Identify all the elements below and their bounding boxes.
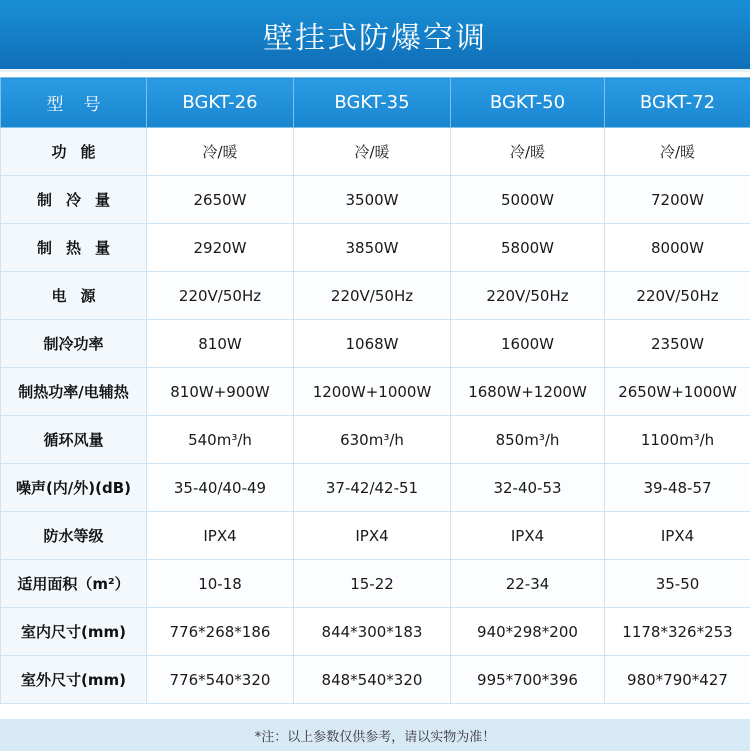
table-row	[1, 512, 750, 560]
table-cell: IPX4	[147, 512, 294, 560]
table-row	[1, 656, 750, 704]
table-cell: 3500W	[294, 176, 451, 224]
table-cell: 2650W+1000W	[605, 368, 750, 416]
table-cell: 1200W+1000W	[294, 368, 451, 416]
row-label: 防水等级	[1, 512, 147, 560]
row-label: 制冷功率	[1, 320, 147, 368]
table-cell: 3850W	[294, 224, 451, 272]
table-cell: 7200W	[605, 176, 750, 224]
table-cell: 2350W	[605, 320, 750, 368]
table-cell: 8000W	[605, 224, 750, 272]
table-cell: 220V/50Hz	[605, 272, 750, 320]
row-label: 制冷量	[1, 176, 147, 224]
table-cell: 810W+900W	[147, 368, 294, 416]
table-cell: 冷/暖	[451, 128, 605, 176]
table-row	[1, 272, 750, 320]
table-cell: 995*700*396	[451, 656, 605, 704]
table-row	[1, 368, 750, 416]
table-cell: 844*300*183	[294, 608, 451, 656]
table-cell: 冷/暖	[147, 128, 294, 176]
table-cell: 850m³/h	[451, 416, 605, 464]
table-cell: 22-34	[451, 560, 605, 608]
table-cell: 2920W	[147, 224, 294, 272]
model-header: BGKT-26	[147, 78, 294, 128]
table-cell: 1178*326*253	[605, 608, 750, 656]
table-row	[1, 176, 750, 224]
header-label: 型号	[1, 78, 147, 128]
table-cell: 32-40-53	[451, 464, 605, 512]
table-row	[1, 320, 750, 368]
header-row	[1, 78, 750, 128]
model-header: BGKT-72	[605, 78, 750, 128]
table-cell: IPX4	[451, 512, 605, 560]
table-cell: 980*790*427	[605, 656, 750, 704]
spec-table	[0, 77, 750, 704]
table-cell: 1680W+1200W	[451, 368, 605, 416]
table-cell: 220V/50Hz	[294, 272, 451, 320]
table-cell: 776*540*320	[147, 656, 294, 704]
row-label: 制热量	[1, 224, 147, 272]
table-cell: 848*540*320	[294, 656, 451, 704]
table-row	[1, 560, 750, 608]
row-label: 室内尺寸(mm)	[1, 608, 147, 656]
table-cell: IPX4	[294, 512, 451, 560]
spec-body	[1, 128, 750, 704]
table-cell: 5800W	[451, 224, 605, 272]
table-cell: 1600W	[451, 320, 605, 368]
table-cell: 220V/50Hz	[147, 272, 294, 320]
table-cell: 940*298*200	[451, 608, 605, 656]
table-row	[1, 128, 750, 176]
row-label: 循环风量	[1, 416, 147, 464]
table-cell: 776*268*186	[147, 608, 294, 656]
table-cell: 1100m³/h	[605, 416, 750, 464]
table-cell: 220V/50Hz	[451, 272, 605, 320]
footer-text: *注：以上参数仅供参考，请以实物为准！	[254, 729, 496, 745]
table-cell: 35-50	[605, 560, 750, 608]
table-cell: 冷/暖	[605, 128, 750, 176]
table-cell: 5000W	[451, 176, 605, 224]
row-label: 电源	[1, 272, 147, 320]
row-label: 制热功率/电辅热	[1, 368, 147, 416]
title-bar	[0, 0, 750, 72]
table-row	[1, 608, 750, 656]
table-cell: 1068W	[294, 320, 451, 368]
footer-note	[0, 719, 750, 751]
table-cell: IPX4	[605, 512, 750, 560]
table-cell: 2650W	[147, 176, 294, 224]
table-cell: 39-48-57	[605, 464, 750, 512]
table-cell: 35-40/40-49	[147, 464, 294, 512]
table-cell: 630m³/h	[294, 416, 451, 464]
table-row	[1, 224, 750, 272]
model-header: BGKT-35	[294, 78, 451, 128]
page-title: 壁挂式防爆空调	[263, 20, 487, 56]
table-cell: 15-22	[294, 560, 451, 608]
row-label: 适用面积（m²）	[1, 560, 147, 608]
table-cell: 37-42/42-51	[294, 464, 451, 512]
row-label: 功能	[1, 128, 147, 176]
table-row	[1, 464, 750, 512]
table-row	[1, 416, 750, 464]
row-label: 噪声(内/外)(dB)	[1, 464, 147, 512]
table-cell: 540m³/h	[147, 416, 294, 464]
row-label: 室外尺寸(mm)	[1, 656, 147, 704]
table-cell: 冷/暖	[294, 128, 451, 176]
table-cell: 10-18	[147, 560, 294, 608]
table-cell: 810W	[147, 320, 294, 368]
model-header: BGKT-50	[451, 78, 605, 128]
